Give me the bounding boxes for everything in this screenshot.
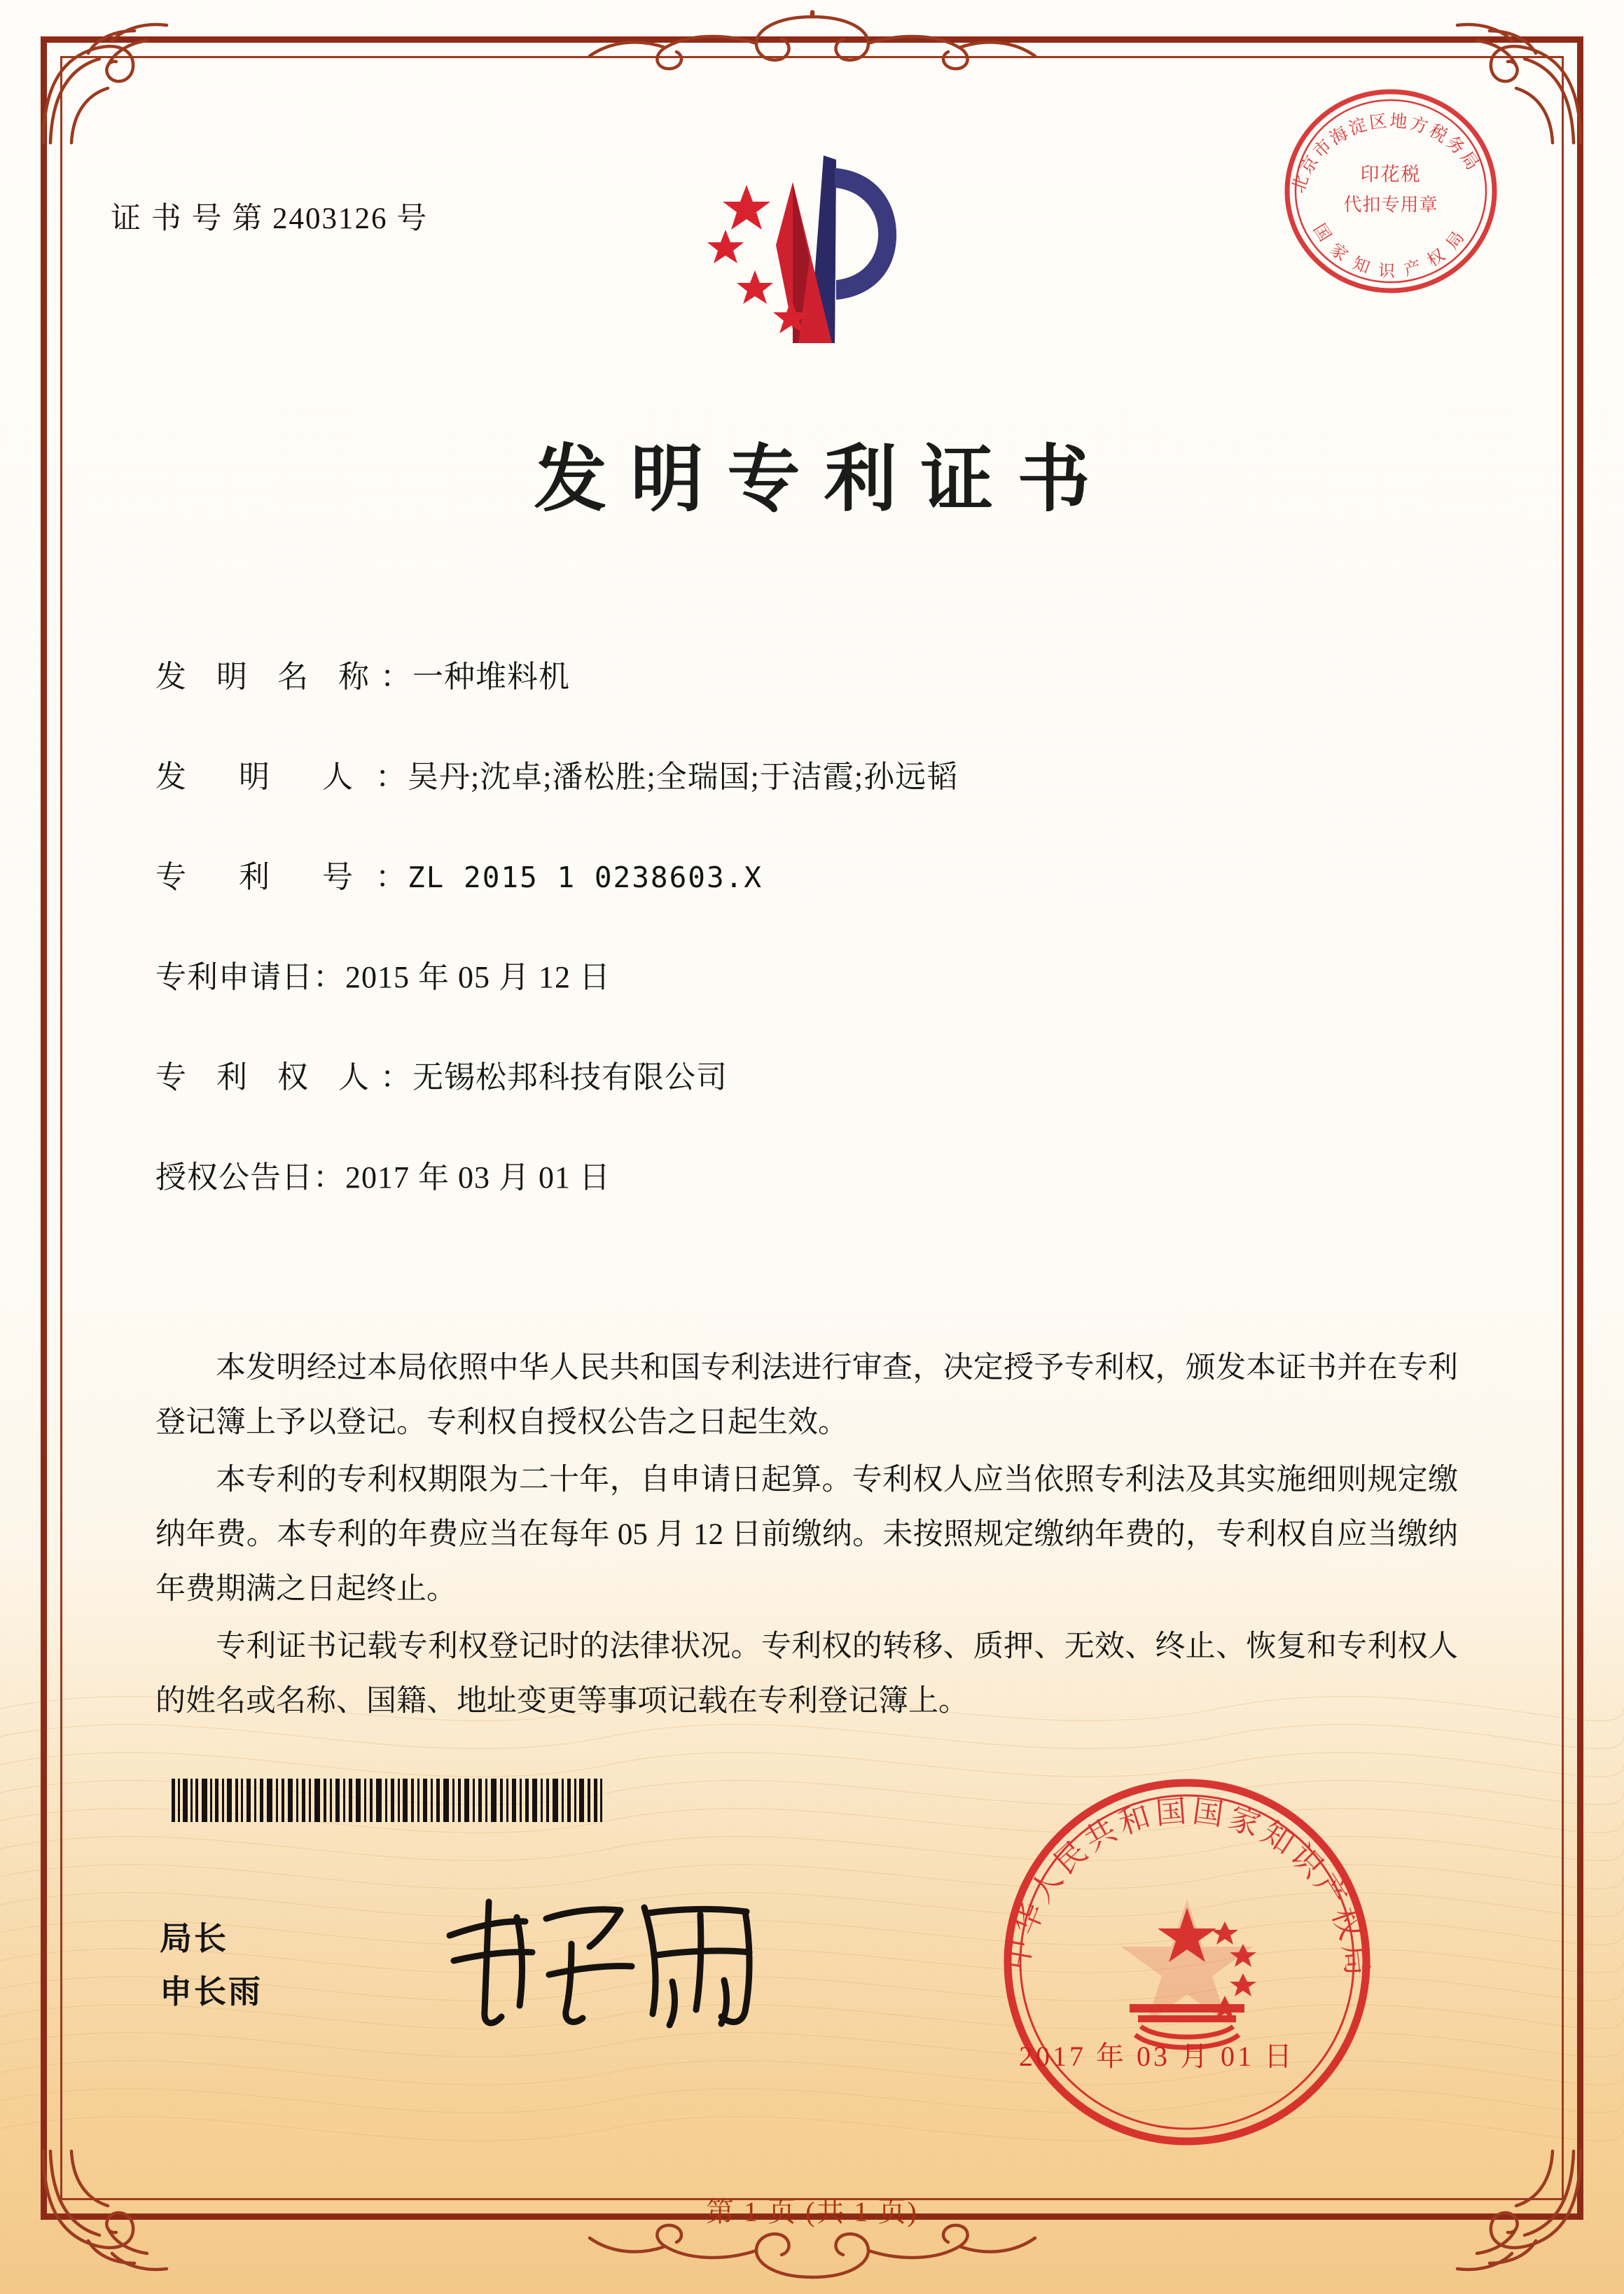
handwritten-signature	[434, 1877, 812, 2038]
tax-stamp-seal	[1275, 83, 1506, 300]
field-colon: ：	[375, 860, 406, 894]
field-colon: ：	[375, 760, 406, 794]
field-label: 授权公告日	[155, 1160, 313, 1195]
field-grant-date	[155, 1152, 1458, 1197]
svg-text:印花税: 印花税	[1360, 164, 1422, 186]
svg-text:中华人民共和国国家知识产权局: 中华人民共和国国家知识产权局	[999, 1793, 1376, 1982]
director-name: 申长雨	[160, 1973, 263, 2010]
director-role-label: 局长	[160, 1919, 228, 1957]
field-label: 专 利 权 人	[155, 1060, 380, 1094]
scroll-ornament-icon	[546, 4, 1078, 81]
national-seal	[984, 1772, 1390, 2164]
svg-text:代扣专用章: 代扣专用章	[1343, 195, 1438, 216]
field-label: 发 明 名 称	[155, 660, 380, 694]
paragraph: 本发明经过本局依照中华人民共和国专利法进行审查，决定授予专利权，颁发本证书并在专利登记簿上予以登记。专利权自授权公告之日起生效。	[155, 1351, 1458, 1439]
field-label: 专 利 号	[155, 860, 375, 894]
field-label: 发 明 人	[155, 760, 375, 794]
page-title: 发明专利证书	[534, 436, 1114, 522]
field-value: ZL 2015 1 0238603.X	[408, 861, 763, 894]
svg-text:北京市海淀区地方税务局: 北京市海淀区地方税务局	[1287, 110, 1485, 196]
cnipa-logo-icon	[686, 140, 938, 371]
field-colon: ：	[313, 1160, 344, 1195]
director-signature-block	[160, 1912, 263, 2018]
field-label: 专利申请日	[155, 960, 313, 994]
field-patentee	[155, 1052, 1458, 1097]
field-value: 无锡松邦科技有限公司	[412, 1060, 728, 1094]
field-value: 2015 年 05 月 12 日	[345, 960, 611, 994]
page-footer: 第 1 页 (共 1 页)	[706, 2196, 918, 2227]
field-invention-name	[155, 651, 1458, 696]
certificate-number: 证 书 号 第 2403126 号	[111, 202, 429, 235]
paragraph: 专利证书记载专利权登记时的法律状况。专利权的转移、质押、无效、终止、恢复和专利权人的姓名或名称、国籍、地址变更等事项记载在专利登记簿上。	[155, 1630, 1458, 1718]
paragraph: 本专利的专利权期限为二十年，自申请日起算。专利权人应当依照专利法及其实施细则规定缴纳年费。本专利的年费应当在每年 05 月 12 日前缴纳。未按照规定缴纳年费的，专利权自应当缴纳年费期满之日起终止。	[155, 1464, 1458, 1606]
field-value: 一种堆料机	[412, 660, 570, 694]
field-value: 2017 年 03 月 01 日	[345, 1160, 611, 1195]
svg-text:国 家 知 识 产 权 局: 国 家 知 识 产 权 局	[1309, 220, 1470, 281]
barcode	[172, 1779, 606, 1822]
field-patent-number	[155, 851, 1458, 896]
field-application-date	[155, 952, 1458, 996]
field-colon: ：	[380, 660, 411, 694]
field-colon: ：	[313, 960, 344, 994]
legal-text-block	[155, 1341, 1458, 1732]
field-colon: ：	[380, 1060, 411, 1094]
field-inventors	[155, 751, 1458, 796]
field-value: 吴丹;沈卓;潘松胜;全瑞国;于洁霞;孙远韬	[408, 760, 959, 794]
field-list	[155, 651, 1458, 1252]
seal-date: 2017 年 03 月 01 日	[1019, 2041, 1295, 2072]
